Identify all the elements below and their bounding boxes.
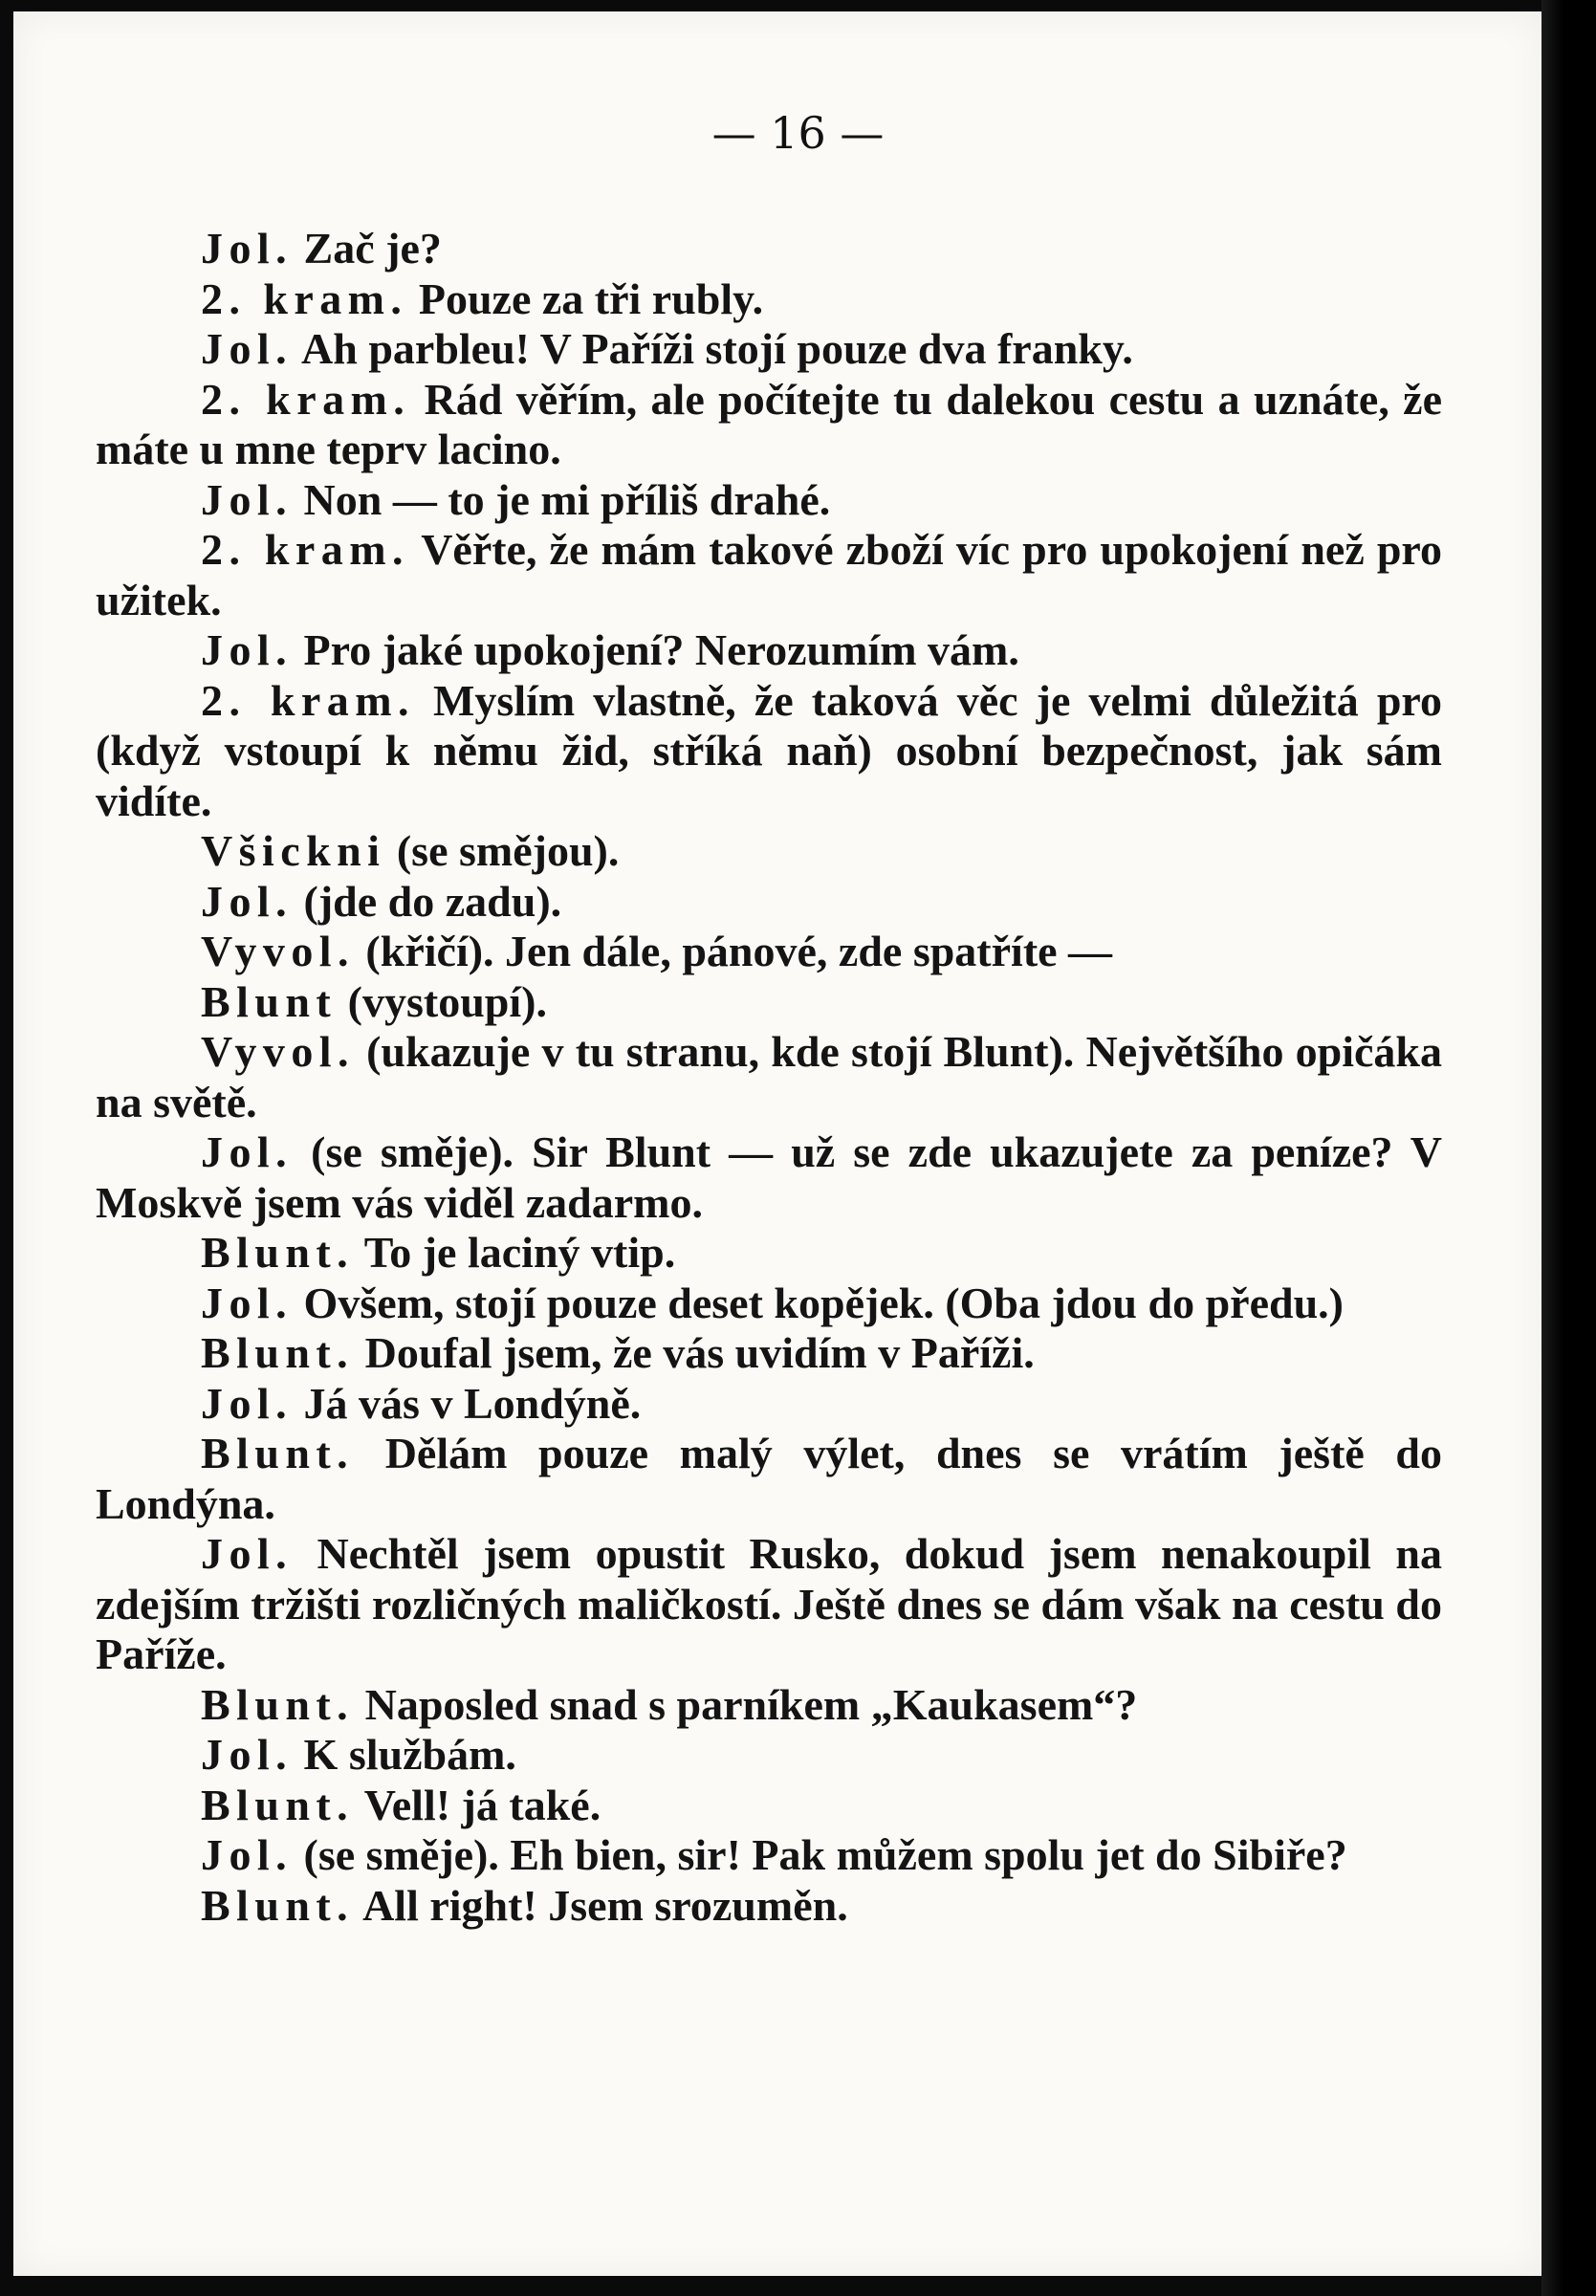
dialogue-line — [96, 1429, 1442, 1529]
line-text: Non — to je mi příliš drahé. — [303, 474, 831, 524]
speaker-name: Blunt. — [201, 1228, 355, 1277]
dialogue-line — [96, 224, 1442, 274]
speaker-name: Jol. — [201, 1730, 294, 1779]
speaker-name: Jol. — [201, 1529, 294, 1578]
line-text: Ovšem, stojí pouze deset kopějek. (Oba jdou do předu.) — [303, 1278, 1344, 1327]
line-text: Dělám pouze malý výlet, dnes se vrátím ještě do Londýna. — [96, 1429, 1442, 1528]
speaker-name: 2. kram. — [201, 525, 409, 574]
dialogue-line — [96, 1228, 1442, 1279]
dialogue-line — [96, 1781, 1442, 1831]
book-spine-shadow — [1541, 0, 1596, 2296]
speaker-name: Blunt — [201, 976, 338, 1026]
dialogue-line — [96, 1529, 1442, 1680]
body-text — [96, 224, 1443, 1931]
line-text: Já vás v Londýně. — [303, 1378, 642, 1428]
speaker-name: Vyvol. — [201, 1027, 355, 1076]
dialogue-line — [96, 475, 1442, 526]
speaker-name: Jol. — [201, 1127, 294, 1176]
dialogue-line — [96, 525, 1442, 625]
speaker-name: Jol. — [201, 324, 294, 373]
line-text: Ah parbleu! V Paříži stojí pouze dva franky. — [301, 324, 1133, 373]
dialogue-line — [96, 927, 1442, 977]
dialogue-line — [96, 1027, 1442, 1127]
line-text: Rád věřím, ale počítejte tu dalekou cestu a uznáte, že máte u mne teprv lacino. — [96, 374, 1443, 473]
line-text: (jde do zadu). — [303, 876, 562, 926]
line-text: Věřte, že mám takové zboží víc pro upokojení než pro užitek. — [96, 525, 1443, 624]
dialogue-line — [96, 324, 1442, 375]
dialogue-line — [96, 274, 1442, 325]
line-text: (ukazuje v tu stranu, kde stojí Blunt). Největšího opičáka na světě. — [96, 1027, 1442, 1126]
speaker-name: 2. kram. — [201, 273, 408, 323]
line-text: Nechtěl jsem opustit Rusko, dokud jsem nenakoupil na zdejším tržišti rozličných maličkostí. Ještě dnes se dám však na cestu do Paříže. — [96, 1529, 1442, 1678]
speaker-name: Blunt. — [201, 1780, 355, 1829]
speaker-name: Blunt. — [201, 1328, 355, 1377]
speaker-name: 2. kram. — [201, 374, 411, 424]
speaker-name: Blunt. — [201, 1429, 355, 1477]
line-text: K službám. — [303, 1730, 516, 1779]
speaker-name: Jol. — [201, 1278, 294, 1327]
speaker-name: Vyvol. — [201, 927, 355, 975]
dialogue-line — [96, 1127, 1442, 1228]
dialogue-line — [96, 877, 1442, 928]
speaker-name: Jol. — [201, 474, 294, 524]
speaker-name: Blunt. — [201, 1880, 355, 1930]
line-text: Doufal jsem, že vás uvidím v Paříži. — [364, 1328, 1035, 1377]
line-text: To je laciný vtip. — [363, 1228, 676, 1277]
speaker-name: Jol. — [201, 625, 294, 674]
line-text: Naposled snad s parníkem „Kaukasem“? — [364, 1679, 1138, 1729]
line-text: All right! Jsem srozuměn. — [362, 1880, 848, 1930]
page-number: — 16 — — [711, 107, 885, 159]
dialogue-line — [96, 1328, 1442, 1379]
line-text: (se směje). Eh bien, sir! Pak můžem spolu jet do Sibiře? — [303, 1830, 1347, 1879]
dialogue-line — [96, 1680, 1442, 1731]
dialogue-line — [96, 1830, 1442, 1881]
speaker-name: Jol. — [201, 876, 294, 926]
line-text: Zač je? — [303, 224, 442, 273]
line-text: (se smějou). — [396, 826, 620, 875]
dialogue-line — [96, 676, 1442, 827]
dialogue-line — [96, 1379, 1442, 1430]
speaker-name: 2. kram. — [201, 675, 415, 725]
speaker-name: Jol. — [201, 1378, 294, 1428]
speaker-name: Jol. — [201, 1830, 294, 1879]
dialogue-line — [96, 375, 1442, 475]
dialogue-line — [96, 977, 1442, 1028]
speaker-name: Všickni — [201, 826, 386, 875]
line-text: Vell! já také. — [363, 1780, 601, 1829]
dialogue-line — [96, 1279, 1442, 1329]
line-text: (křičí). Jen dále, pánové, zde spatříte — — [365, 927, 1113, 975]
dialogue-line — [96, 826, 1442, 877]
line-text: (vystoupí). — [347, 976, 547, 1026]
dialogue-line — [96, 1881, 1442, 1932]
line-text: Pro jaké upokojení? Nerozumím vám. — [303, 625, 1019, 674]
line-text: Myslím vlastně, že taková věc je velmi důležitá pro (když vstoupí k němu žid, stříká naň) osobní bezpečnost, jak sám vidíte. — [96, 675, 1442, 825]
speaker-name: Jol. — [201, 224, 294, 273]
dialogue-line — [96, 1730, 1442, 1781]
speaker-name: Blunt. — [201, 1679, 355, 1729]
dialogue-line — [96, 625, 1442, 676]
line-text: Pouze za tři rubly. — [418, 273, 764, 323]
line-text: (se směje). Sir Blunt — už se zde ukazujete za peníze? V Moskvě jsem vás viděl zadarmo. — [96, 1127, 1442, 1227]
